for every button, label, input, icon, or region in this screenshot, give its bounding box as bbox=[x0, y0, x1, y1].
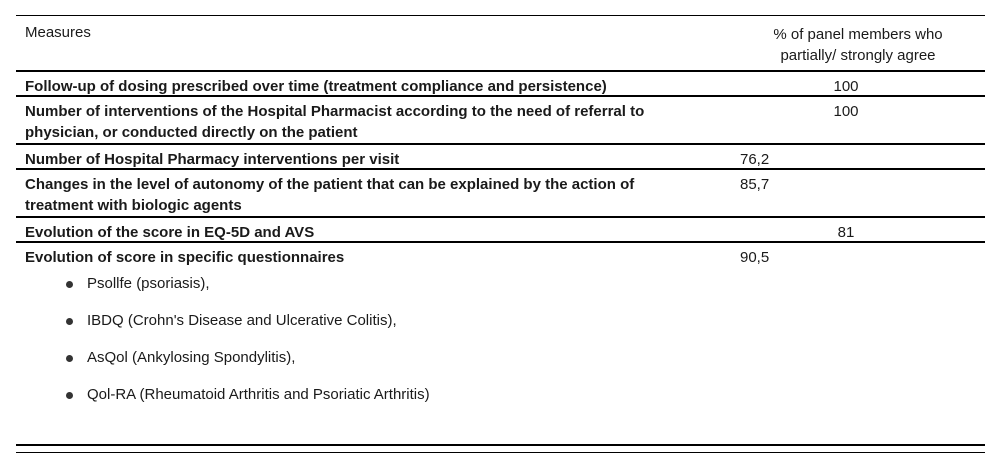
table-header bbox=[16, 16, 985, 72]
measure-label: Evolution of the score in EQ-5D and AVS bbox=[25, 224, 315, 241]
table-row bbox=[16, 170, 985, 218]
agree-value: 76,2 bbox=[740, 151, 770, 168]
agree-value: 100 bbox=[833, 103, 859, 120]
table-row bbox=[16, 72, 985, 97]
questionnaire-label: Qol-RA (Rheumatoid Arthritis and Psoriatic Arthritis) bbox=[87, 386, 430, 403]
list-item bbox=[66, 384, 430, 421]
bullet-icon bbox=[66, 318, 73, 325]
questionnaire-label: IBDQ (Crohn's Disease and Ulcerative Colitis), bbox=[87, 312, 397, 329]
header-agree-line1: % of panel members who bbox=[773, 26, 943, 43]
header-measures: Measures bbox=[25, 24, 91, 41]
measure-label: Number of interventions of the Hospital Pharmacist according to the need of referral to physician, or conducted directly on the patient bbox=[25, 103, 645, 141]
bullet-icon bbox=[66, 355, 73, 362]
list-item bbox=[66, 273, 430, 310]
table-row bbox=[16, 97, 985, 145]
agree-value: 81 bbox=[837, 224, 855, 241]
bullet-icon bbox=[66, 392, 73, 399]
list-item bbox=[66, 347, 430, 384]
header-agree bbox=[758, 24, 958, 66]
bullet-icon bbox=[66, 281, 73, 288]
questionnaire-label: AsQol (Ankylosing Spondylitis), bbox=[87, 349, 296, 366]
questionnaire-list bbox=[66, 273, 430, 421]
agree-value: 100 bbox=[833, 78, 859, 95]
measure-label: Number of Hospital Pharmacy interventions per visit bbox=[25, 151, 400, 168]
list-item bbox=[66, 310, 430, 347]
table-row bbox=[16, 145, 985, 170]
questionnaire-label: Psollfe (psoriasis), bbox=[87, 275, 210, 292]
agree-value: 85,7 bbox=[740, 176, 770, 193]
agree-value: 90,5 bbox=[740, 249, 770, 266]
table-row bbox=[16, 218, 985, 243]
measure-label: Follow-up of dosing prescribed over time (treatment compliance and persistence) bbox=[25, 78, 607, 95]
measures-table bbox=[16, 15, 985, 443]
table-row bbox=[16, 243, 985, 443]
table-bottom-rule bbox=[16, 444, 985, 446]
table-bottom-rule-secondary bbox=[16, 452, 985, 453]
header-agree-line2: partially/ strongly agree bbox=[780, 47, 936, 64]
measure-label: Evolution of score in specific questionnaires bbox=[25, 249, 345, 266]
measure-label: Changes in the level of autonomy of the patient that can be explained by the action of treatment with biologic agents bbox=[25, 176, 635, 214]
